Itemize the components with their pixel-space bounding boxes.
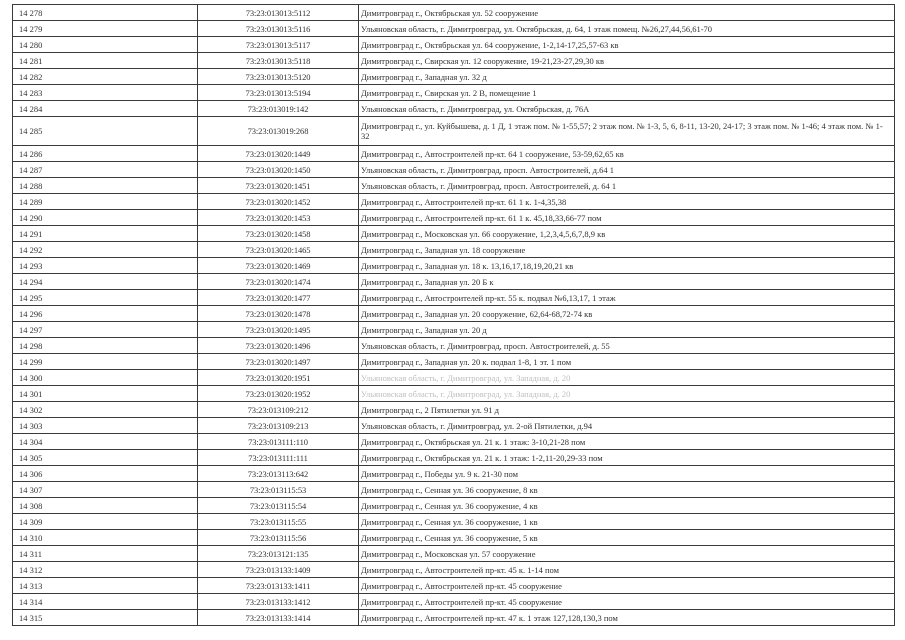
- table-row: [13, 434, 895, 450]
- row-number: 14 295: [13, 290, 198, 306]
- address-text: Димитровград г., Западная ул. 18 сооружение: [361, 244, 526, 255]
- table-row: [13, 69, 895, 85]
- address-text: Димитровград г., Октябрьская ул. 52 сооружение: [361, 7, 539, 18]
- cadastral-number: 73:23:013020:1951: [198, 370, 359, 386]
- table-body: [13, 5, 895, 626]
- cadastral-number: 73:23:013020:1478: [198, 306, 359, 322]
- address-text: Димитровград г., 2 Пятилетки ул. 91 д: [361, 404, 500, 415]
- row-number: 14 294: [13, 274, 198, 290]
- address-cell: [359, 274, 895, 290]
- table-row: [13, 101, 895, 117]
- cadastral-number: 73:23:013020:1449: [198, 146, 359, 162]
- table-row: [13, 242, 895, 258]
- row-number: 14 287: [13, 162, 198, 178]
- cadastral-number: 73:23:013133:1411: [198, 578, 359, 594]
- address-text: Ульяновская область, г. Димитровград, ул. Октябрьская, д. 76А: [361, 103, 590, 114]
- cadastral-number: 73:23:013115:55: [198, 514, 359, 530]
- row-number: 14 289: [13, 194, 198, 210]
- table-row: [13, 37, 895, 53]
- table-row: [13, 306, 895, 322]
- address-cell: [359, 466, 895, 482]
- address-cell: [359, 530, 895, 546]
- cadastral-number: 73:23:013020:1469: [198, 258, 359, 274]
- row-number: 14 293: [13, 258, 198, 274]
- cadastral-number: 73:23:013020:1451: [198, 178, 359, 194]
- table-row: [13, 5, 895, 21]
- cadastral-number: 73:23:013111:111: [198, 450, 359, 466]
- address-cell: [359, 354, 895, 370]
- address-text: Димитровград г., Западная ул. 20 д: [361, 324, 487, 335]
- row-number: 14 290: [13, 210, 198, 226]
- address-text: Ульяновская область, г. Димитровград, ул. Западная, д. 20: [361, 372, 571, 383]
- cadastral-number: 73:23:013020:1465: [198, 242, 359, 258]
- table-row: [13, 178, 895, 194]
- cadastral-number: 73:23:013013:5118: [198, 53, 359, 69]
- cadastral-number: 73:23:013020:1458: [198, 226, 359, 242]
- table-row: [13, 117, 895, 146]
- row-number: 14 282: [13, 69, 198, 85]
- table-row: [13, 594, 895, 610]
- table-row: [13, 210, 895, 226]
- cadastral-number: 73:23:013133:1409: [198, 562, 359, 578]
- address-text: Димитровград г., Свирская ул. 2 В, помещение 1: [361, 87, 537, 98]
- cadastral-number: 73:23:013019:268: [198, 117, 359, 146]
- address-cell: [359, 69, 895, 85]
- table-row: [13, 450, 895, 466]
- table-row: [13, 370, 895, 386]
- cadastral-number: 73:23:013020:1453: [198, 210, 359, 226]
- address-cell: [359, 258, 895, 274]
- row-number: 14 291: [13, 226, 198, 242]
- address-cell: [359, 194, 895, 210]
- row-number: 14 307: [13, 482, 198, 498]
- row-number: 14 280: [13, 37, 198, 53]
- address-cell: [359, 37, 895, 53]
- address-cell: [359, 210, 895, 226]
- address-text: Димитровград г., Сенная ул. 36 сооружение, 4 кв: [361, 500, 538, 511]
- cadastral-number: 73:23:013013:5112: [198, 5, 359, 21]
- address-cell: [359, 338, 895, 354]
- row-number: 14 311: [13, 546, 198, 562]
- row-number: 14 281: [13, 53, 198, 69]
- address-text: Димитровград г., Западная ул. 20 к. подвал 1-8, 1 эт. 1 пом: [361, 356, 572, 367]
- row-number: 14 301: [13, 386, 198, 402]
- address-cell: [359, 306, 895, 322]
- row-number: 14 285: [13, 117, 198, 146]
- address-cell: [359, 226, 895, 242]
- address-text: Димитровград г., Автостроителей пр-кт. 45 к. 1-14 пом: [361, 564, 559, 575]
- address-cell: [359, 386, 895, 402]
- row-number: 14 312: [13, 562, 198, 578]
- address-cell: [359, 562, 895, 578]
- row-number: 14 297: [13, 322, 198, 338]
- table-row: [13, 530, 895, 546]
- address-cell: [359, 290, 895, 306]
- table-row: [13, 418, 895, 434]
- table-row: [13, 578, 895, 594]
- address-text: Димитровград г., Западная ул. 20 сооружение, 62,64-68,72-74 кв: [361, 308, 593, 319]
- table-row: [13, 466, 895, 482]
- row-number: 14 278: [13, 5, 198, 21]
- address-cell: [359, 162, 895, 178]
- row-number: 14 302: [13, 402, 198, 418]
- cadastral-number: 73:23:013109:213: [198, 418, 359, 434]
- address-text: Димитровград г., ул. Куйбышева, д. 1 Д, 1 этаж пом. № 1-55,57; 2 этаж пом. № 1-3, 5, 6, 8-11, 13-20, 24-17; 3 этаж пом. № 1-46; 4 этаж пом. № 1-32: [361, 121, 883, 141]
- row-number: 14 279: [13, 21, 198, 37]
- address-text: Ульяновская область, г. Димитровград, просп. Автостроителей, д.64 1: [361, 164, 614, 175]
- cadastral-number: 73:23:013013:5117: [198, 37, 359, 53]
- row-number: 14 313: [13, 578, 198, 594]
- document-page: [12, 4, 895, 626]
- table-row: [13, 610, 895, 626]
- address-text: Ульяновская область, г. Димитровград, ул. 2-ой Пятилетки, д.94: [361, 420, 593, 431]
- address-text: Димитровград г., Московская ул. 57 сооружение: [361, 548, 536, 559]
- table-row: [13, 85, 895, 101]
- row-number: 14 310: [13, 530, 198, 546]
- row-number: 14 300: [13, 370, 198, 386]
- address-text: Димитровград г., Октябрьская ул. 64 сооружение, 1-2,14-17,25,57-63 кв: [361, 39, 619, 50]
- address-text: Ульяновская область, г. Димитровград, ул. Октябрьская, д. 64, 1 этаж помещ. №26,27,44,56,61-70: [361, 23, 713, 34]
- table-row: [13, 258, 895, 274]
- table-row: [13, 546, 895, 562]
- address-cell: [359, 146, 895, 162]
- table-row: [13, 53, 895, 69]
- table-row: [13, 322, 895, 338]
- address-cell: [359, 53, 895, 69]
- row-number: 14 284: [13, 101, 198, 117]
- cadastral-number: 73:23:013013:5116: [198, 21, 359, 37]
- table-row: [13, 146, 895, 162]
- address-cell: [359, 101, 895, 117]
- address-cell: [359, 5, 895, 21]
- address-cell: [359, 434, 895, 450]
- address-cell: [359, 418, 895, 434]
- address-cell: [359, 242, 895, 258]
- address-cell: [359, 178, 895, 194]
- address-text: Димитровград г., Октябрьская ул. 21 к. 1 этаж: 1-2,11-20,29-33 пом: [361, 452, 603, 463]
- address-cell: [359, 514, 895, 530]
- address-text: Димитровград г., Автостроителей пр-кт. 47 к. 1 этаж 127,128,130,3 пом: [361, 612, 618, 623]
- cadastral-number: 73:23:013115:56: [198, 530, 359, 546]
- row-number: 14 306: [13, 466, 198, 482]
- address-text: Димитровград г., Западная ул. 20 Б к: [361, 276, 494, 287]
- address-text: Димитровград г., Московская ул. 66 сооружение, 1,2,3,4,5,6,7,8,9 кв: [361, 228, 606, 239]
- cadastral-number: 73:23:013013:5120: [198, 69, 359, 85]
- table-row: [13, 402, 895, 418]
- row-number: 14 304: [13, 434, 198, 450]
- address-cell: [359, 322, 895, 338]
- cadastral-number: 73:23:013121:135: [198, 546, 359, 562]
- table-row: [13, 162, 895, 178]
- row-number: 14 299: [13, 354, 198, 370]
- address-text: Димитровград г., Сенная ул. 36 сооружение, 1 кв: [361, 516, 538, 527]
- cadastral-number: 73:23:013020:1450: [198, 162, 359, 178]
- address-text: Ульяновская область, г. Димитровград, просп. Автостроителей, д. 55: [361, 340, 610, 351]
- property-registry-table: [12, 4, 895, 626]
- address-text: Димитровград г., Западная ул. 18 к. 13,16,17,18,19,20,21 кв: [361, 260, 574, 271]
- address-text: Димитровград г., Автостроителей пр-кт. 61 1 к. 45,18,33,66-77 пом: [361, 212, 602, 223]
- address-text: Димитровград г., Автостроителей пр-кт. 64 1 сооружение, 53-59,62,65 кв: [361, 148, 624, 159]
- row-number: 14 305: [13, 450, 198, 466]
- cadastral-number: 73:23:013020:1952: [198, 386, 359, 402]
- cadastral-number: 73:23:013020:1474: [198, 274, 359, 290]
- row-number: 14 296: [13, 306, 198, 322]
- table-row: [13, 562, 895, 578]
- table-row: [13, 498, 895, 514]
- row-number: 14 283: [13, 85, 198, 101]
- address-text: Димитровград г., Свирская ул. 12 сооружение, 19-21,23-27,29,30 кв: [361, 55, 605, 66]
- cadastral-number: 73:23:013020:1495: [198, 322, 359, 338]
- address-text: Димитровград г., Сенная ул. 36 сооружение, 5 кв: [361, 532, 538, 543]
- row-number: 14 298: [13, 338, 198, 354]
- address-text: Димитровград г., Автостроителей пр-кт. 45 сооружение: [361, 580, 562, 591]
- table-row: [13, 386, 895, 402]
- address-text: Димитровград г., Западная ул. 32 д: [361, 71, 487, 82]
- row-number: 14 286: [13, 146, 198, 162]
- address-cell: [359, 85, 895, 101]
- address-text: Димитровград г., Автостроителей пр-кт. 55 к. подвал №6,13,17, 1 этаж: [361, 292, 616, 303]
- address-text: Ульяновская область, г. Димитровград, просп. Автостроителей, д. 64 1: [361, 180, 617, 191]
- address-cell: [359, 610, 895, 626]
- cadastral-number: 73:23:013111:110: [198, 434, 359, 450]
- address-text: Димитровград г., Октябрьская ул. 21 к. 1 этаж: 3-10,21-28 пом: [361, 436, 586, 447]
- cadastral-number: 73:23:013133:1412: [198, 594, 359, 610]
- cadastral-number: 73:23:013019:142: [198, 101, 359, 117]
- address-text: Димитровград г., Победы ул. 9 к. 21-30 пом: [361, 468, 518, 479]
- address-cell: [359, 370, 895, 386]
- table-row: [13, 226, 895, 242]
- cadastral-number: 73:23:013020:1452: [198, 194, 359, 210]
- address-cell: [359, 498, 895, 514]
- table-row: [13, 290, 895, 306]
- cadastral-number: 73:23:013020:1497: [198, 354, 359, 370]
- address-text: Димитровград г., Автостроителей пр-кт. 45 сооружение: [361, 596, 562, 607]
- address-text: Ульяновская область, г. Димитровград, ул. Западная, д. 20: [361, 388, 571, 399]
- table-row: [13, 482, 895, 498]
- table-row: [13, 354, 895, 370]
- cadastral-number: 73:23:013115:53: [198, 482, 359, 498]
- cadastral-number: 73:23:013109:212: [198, 402, 359, 418]
- table-row: [13, 21, 895, 37]
- cadastral-number: 73:23:013113:642: [198, 466, 359, 482]
- address-text: Димитровград г., Автостроителей пр-кт. 61 1 к. 1-4,35,38: [361, 196, 567, 207]
- address-cell: [359, 450, 895, 466]
- cadastral-number: 73:23:013133:1414: [198, 610, 359, 626]
- table-row: [13, 194, 895, 210]
- table-row: [13, 514, 895, 530]
- address-cell: [359, 594, 895, 610]
- address-text: Димитровград г., Сенная ул. 36 сооружение, 8 кв: [361, 484, 538, 495]
- row-number: 14 314: [13, 594, 198, 610]
- address-cell: [359, 482, 895, 498]
- address-cell: [359, 21, 895, 37]
- address-cell: [359, 546, 895, 562]
- cadastral-number: 73:23:013013:5194: [198, 85, 359, 101]
- cadastral-number: 73:23:013115:54: [198, 498, 359, 514]
- address-cell: [359, 117, 895, 146]
- cadastral-number: 73:23:013020:1496: [198, 338, 359, 354]
- address-cell: [359, 402, 895, 418]
- address-cell: [359, 578, 895, 594]
- row-number: 14 292: [13, 242, 198, 258]
- row-number: 14 308: [13, 498, 198, 514]
- row-number: 14 315: [13, 610, 198, 626]
- row-number: 14 303: [13, 418, 198, 434]
- table-row: [13, 274, 895, 290]
- table-row: [13, 338, 895, 354]
- cadastral-number: 73:23:013020:1477: [198, 290, 359, 306]
- row-number: 14 288: [13, 178, 198, 194]
- row-number: 14 309: [13, 514, 198, 530]
